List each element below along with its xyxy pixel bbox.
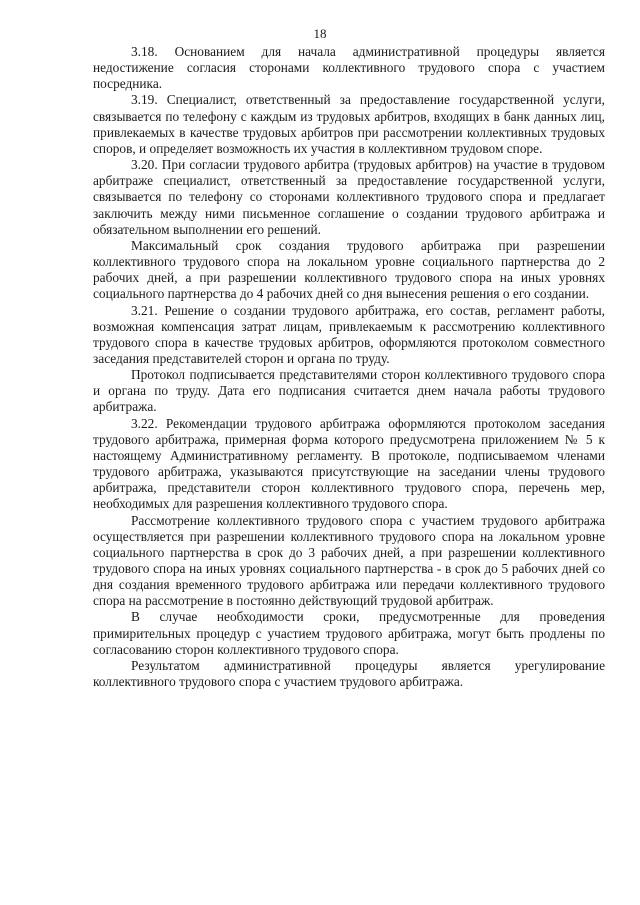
paragraph-extension: В случае необходимости сроки, предусмотренные для проведения примирительных процедур с участием трудового арбитража, могут быть продлены по согласованию сторон коллективного трудового спора. [93,609,605,657]
page-number: 18 [313,26,327,41]
paragraph-max-term: Максимальный срок создания трудового арбитража при разрешении коллективного трудового спора на локальном уровне социального партнерства до 2 рабочих дней, а при разрешении коллективного трудового спора на иных уровнях социального партнерства до 4 рабочих дней со дня вынесения решения о его создании. [93,237,605,302]
document-body [93,44,605,690]
paragraph-result: Результатом административной процедуры является урегулирование коллективного трудового спора с участием трудового арбитража. [93,657,605,690]
paragraph-protocol: Протокол подписывается представителями сторон коллективного трудового спора и органа по труду. Дата его подписания считается днем начала работы трудового арбитража. [93,367,605,415]
paragraph-consideration: Рассмотрение коллективного трудового спора с участием трудового арбитража осуществляется при разрешении коллективного трудового спора на локальном уровне социального партнерства в срок до 3 рабочих дней, а при разрешении коллективного трудового спора на иных уровнях социального партнерства - в срок до 5 рабочих дней со дня создания временного трудового арбитража или передачи коллективного трудового спора на рассмотрение в постоянно действующий трудовой арбитраж. [93,512,605,609]
paragraph-3-20: 3.20. При согласии трудового арбитра (трудовых арбитров) на участие в трудовом арбитраже специалист, ответственный за предоставление государственной услуги, связывается по телефону со сторонами коллективного трудового спора и предлагает заключить между ними письменное соглашение о создании трудового арбитража и обязательном выполнении его решений. [93,157,605,237]
paragraph-3-21: 3.21. Решение о создании трудового арбитража, его состав, регламент работы, возможная компенсация затрат лицам, привлекаемым к рассмотрению коллективного трудового спора в качестве трудовых арбитров, оформляются протоколом совместного заседания представителей сторон и органа по труду. [93,302,605,366]
paragraph-3-22: 3.22. Рекомендации трудового арбитража оформляются протоколом заседания трудового арбитража, примерная форма которого предусмотрена приложением № 5 к настоящему Административному регламенту. В протоколе, подписываемом членами трудового арбитража, указываются присутствующие на заседании члены трудового арбитража, представители сторон коллективного трудового спора, перечень мер, необходимых для разрешения коллективного трудового спора. [93,415,605,512]
paragraph-3-18: 3.18. Основанием для начала административной процедуры является недостижение согласия сторонами коллективного трудового спора с участием посредника. [93,44,605,92]
paragraph-3-19: 3.19. Специалист, ответственный за предоставление государственной услуги, связывается по телефону с каждым из трудовых арбитров, входящих в банк данных лиц, привлекаемых в качестве трудовых арбитров при рассмотрении коллективных трудовых споров, и определяет возможность их участия в коллективном трудовом споре. [93,92,605,156]
